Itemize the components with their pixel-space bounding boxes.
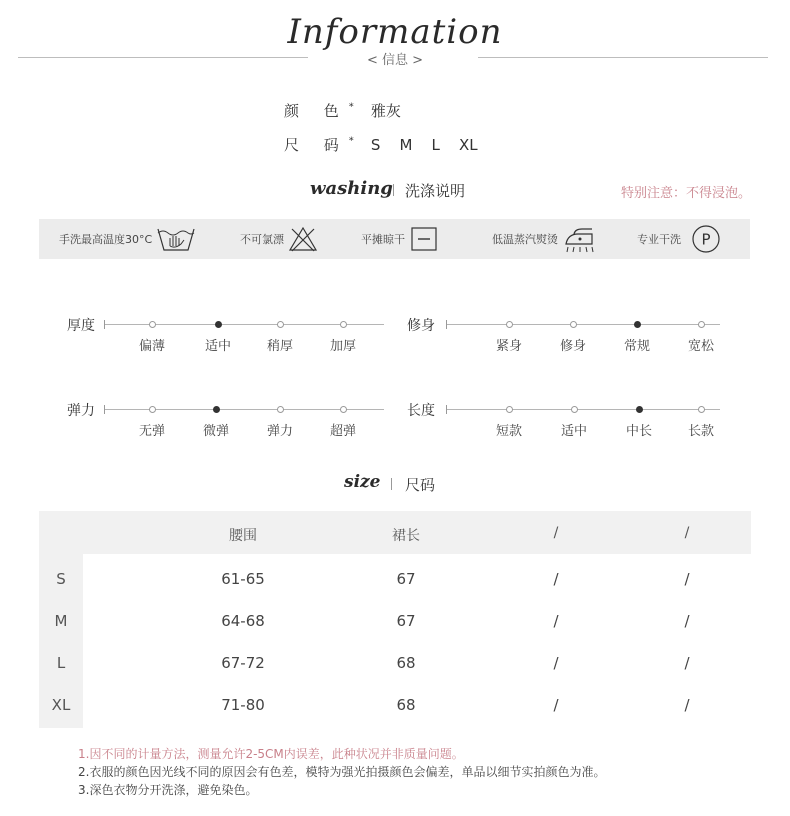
scale-option-2-2: 弹力 — [266, 424, 293, 439]
size-option-xl: XL — [459, 136, 478, 154]
scale-track-1 — [446, 324, 720, 325]
size-option-m: M — [399, 136, 413, 154]
table-cell-0-2: / — [553, 570, 559, 588]
size-option-s: S — [370, 136, 381, 154]
table-row-label-3: XL — [51, 696, 71, 714]
low-steam-iron-icon — [562, 224, 596, 254]
scale-option-0-3: 加厚 — [329, 339, 356, 354]
table-header-0: 腰围 — [229, 528, 257, 544]
scale-option-3-0: 短款 — [495, 424, 522, 439]
scale-dot-0-0 — [149, 321, 156, 328]
scale-option-0-1: 适中 — [204, 339, 231, 354]
note-3: 3.深色衣物分开洗涤，避免染色。 — [78, 783, 258, 797]
table-header-2: / — [553, 525, 559, 541]
scale-dot-1-3 — [698, 321, 705, 328]
scale-dot-2-3 — [340, 406, 347, 413]
scale-option-3-1: 适中 — [560, 424, 587, 439]
table-cell-2-0: 67-72 — [221, 654, 265, 672]
care-item-no-bleach — [240, 219, 318, 259]
scale-label-2: 弹力 — [67, 403, 95, 419]
scale-option-0-2: 稍厚 — [266, 339, 293, 354]
scale-dot-3-1 — [571, 406, 578, 413]
scale-dot-3-3 — [698, 406, 705, 413]
table-row-label-0: S — [56, 570, 66, 588]
scale-tick-2 — [104, 405, 105, 414]
table-row-label-2: L — [56, 654, 66, 672]
table-cell-2-2: / — [553, 654, 559, 672]
scale-option-1-1: 修身 — [559, 339, 586, 354]
scale-dot-3-0 — [506, 406, 513, 413]
scale-label-0: 厚度 — [67, 318, 95, 334]
size-attribute — [284, 134, 492, 155]
care-label-hand-wash: 手洗最高温度30°C — [59, 233, 153, 246]
scale-tick-3 — [446, 405, 447, 414]
table-cell-3-2: / — [553, 696, 559, 714]
page-title: Information — [287, 12, 503, 52]
table-cell-1-1: 67 — [396, 612, 416, 630]
scale-option-1-2: 常规 — [623, 339, 650, 354]
scale-tick-1 — [446, 320, 447, 329]
size-option-l: L — [431, 136, 440, 154]
scale-track-3 — [446, 409, 720, 410]
size-options — [371, 135, 492, 154]
scale-option-3-3: 长款 — [687, 424, 714, 439]
table-cell-3-1: 68 — [396, 696, 416, 714]
dry-clean-symbol: P — [701, 230, 711, 249]
size-label: 尺 码 — [284, 136, 349, 154]
scale-dot-3-2 — [636, 406, 643, 413]
dry-clean-p-icon — [689, 224, 723, 254]
care-label-dry-flat: 平摊晾干 — [361, 233, 405, 246]
care-instructions-bar — [39, 219, 750, 259]
scale-option-2-1: 微弹 — [202, 424, 229, 439]
washing-script-heading: washing — [310, 178, 393, 199]
scale-option-2-0: 无弹 — [138, 424, 165, 439]
table-header-3: / — [684, 525, 690, 541]
scale-option-0-0: 偏薄 — [138, 339, 165, 354]
table-cell-3-3: / — [684, 696, 690, 714]
table-cell-1-2: / — [553, 612, 559, 630]
scale-option-1-0: 紧身 — [495, 339, 522, 354]
color-required-mark: * — [348, 101, 354, 113]
color-attribute — [284, 100, 401, 121]
note-2: 2.衣服的颜色因光线不同的原因会有色差，模特为强光拍摄颜色会偏差，单品以细节实拍颜色为准。 — [78, 765, 606, 779]
scale-dot-2-0 — [149, 406, 156, 413]
table-cell-1-0: 64-68 — [221, 612, 265, 630]
scale-dot-0-2 — [277, 321, 284, 328]
scale-tick-0 — [104, 320, 105, 329]
scale-label-1: 修身 — [407, 318, 435, 334]
table-cell-0-3: / — [684, 570, 690, 588]
scale-option-1-3: 宽松 — [687, 339, 714, 354]
table-cell-2-3: / — [684, 654, 690, 672]
no-bleach-icon — [288, 225, 318, 253]
care-label-steam-iron: 低温蒸汽熨烫 — [492, 233, 558, 246]
table-cell-2-1: 68 — [396, 654, 416, 672]
scale-dot-2-2 — [277, 406, 284, 413]
note-1: 1.因不同的计量方法，测量允许2-5CM内误差，此种状况并非质量问题。 — [78, 747, 464, 761]
scale-dot-1-2 — [634, 321, 641, 328]
scale-option-2-3: 超弹 — [329, 424, 356, 439]
washing-title: 洗涤说明 — [405, 182, 466, 200]
table-cell-3-0: 71-80 — [221, 696, 265, 714]
table-row-label-1: M — [54, 612, 68, 630]
scale-dot-0-3 — [340, 321, 347, 328]
scale-dot-1-0 — [506, 321, 513, 328]
color-value: 雅灰 — [370, 102, 401, 120]
color-label: 颜 色 — [284, 102, 349, 120]
care-item-steam-iron — [492, 219, 596, 259]
scale-dot-1-1 — [570, 321, 577, 328]
scale-option-3-2: 中长 — [625, 424, 652, 439]
care-item-dry-clean — [637, 219, 723, 259]
washing-notice: 特别注意：不得浸泡。 — [621, 186, 752, 201]
table-cell-0-1: 67 — [396, 570, 416, 588]
size-heading-separator — [391, 478, 392, 490]
size-required-mark: * — [348, 135, 354, 147]
size-title: 尺码 — [405, 476, 436, 494]
table-header-1: 裙长 — [392, 528, 420, 544]
table-cell-1-3: / — [684, 612, 690, 630]
hand-wash-icon — [156, 224, 196, 254]
washing-heading-separator — [393, 184, 394, 196]
care-label-dry-clean: 专业干洗 — [637, 233, 681, 246]
page-subtitle: < 信息 > — [366, 53, 424, 68]
dry-flat-icon — [409, 225, 439, 253]
care-item-hand-wash — [59, 219, 196, 259]
table-cell-0-0: 61-65 — [221, 570, 265, 588]
care-item-dry-flat — [361, 219, 439, 259]
scale-dot-2-1 — [213, 406, 220, 413]
scale-dot-0-1 — [215, 321, 222, 328]
size-script-heading: size — [344, 472, 381, 492]
scale-label-3: 长度 — [407, 403, 435, 419]
care-label-no-bleach: 不可氯漂 — [240, 233, 284, 246]
